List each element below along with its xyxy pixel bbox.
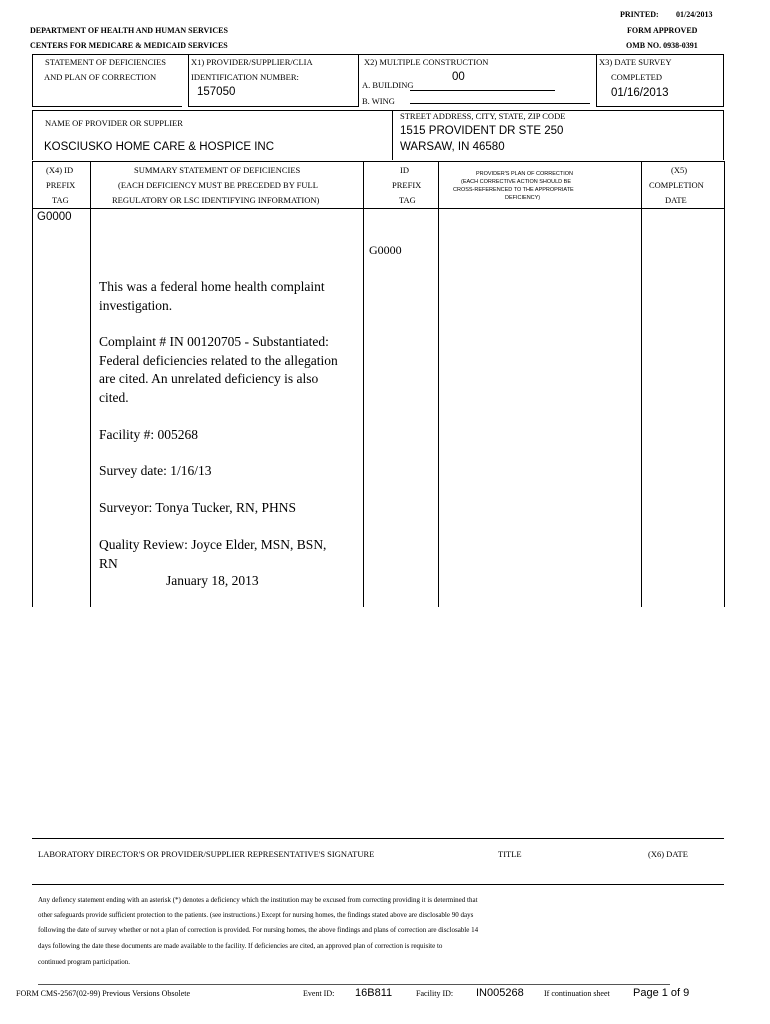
centers-title: CENTERS FOR MEDICARE & MEDICAID SERVICES xyxy=(30,41,228,50)
summary-para-7: January 18, 2013 xyxy=(166,573,259,588)
survey-date-value: 01/16/2013 xyxy=(611,87,669,99)
plan-header-2: (EACH CORRECTIVE ACTION SHOULD BE xyxy=(461,179,572,185)
facility-id-value: IN005268 xyxy=(476,987,524,999)
top-box-left-border xyxy=(32,54,33,107)
wing-underline xyxy=(410,103,590,104)
top-box-bottom-left xyxy=(32,106,182,107)
x2-label: X2) MULTIPLE CONSTRUCTION xyxy=(364,57,489,67)
x4-header-2: PREFIX xyxy=(46,180,76,190)
top-box-right-border xyxy=(723,54,724,107)
wing-label: B. WING xyxy=(362,96,395,106)
event-id-label: Event ID: xyxy=(303,989,335,998)
x3-bottom-border xyxy=(596,106,724,107)
x1-label-2: IDENTIFICATION NUMBER: xyxy=(191,72,299,82)
plan-header-1: PROVIDER'S PLAN OF CORRECTION xyxy=(476,171,574,177)
column-header-top xyxy=(32,161,724,162)
left-tag: G0000 xyxy=(37,211,72,223)
plan-header-3: CROSS-REFERENCED TO THE APPROPRIATE xyxy=(453,187,574,193)
x3-left-border xyxy=(596,54,597,107)
col-x5-left xyxy=(641,161,642,607)
x5-header-2: COMPLETION xyxy=(649,180,704,190)
form-approved: FORM APPROVED xyxy=(627,26,698,35)
footer-divider xyxy=(38,984,670,985)
summary-para-2: Complaint # IN 00120705 - Substantiated: Federal deficiencies related to the allegation are cited. An unrelated deficiency is also cited. xyxy=(99,334,338,405)
disclaimer-line-4: days following the date these documents are made available to the facility. If deficiencies are cited, an approved plan of correction is requisite to xyxy=(38,942,443,950)
statement-label-2: AND PLAN OF CORRECTION xyxy=(44,72,157,82)
col-summary-left xyxy=(90,161,91,607)
x1-label-1: X1) PROVIDER/SUPPLIER/CLIA xyxy=(191,57,313,67)
col-plan-left xyxy=(438,161,439,607)
building-underline xyxy=(410,90,555,91)
summary-para-1: This was a federal home health complaint investigation. xyxy=(99,279,325,313)
top-box-top-border xyxy=(32,54,724,55)
x4-header-1: (X4) ID xyxy=(46,165,74,175)
summary-header-3: REGULATORY OR LSC IDENTIFYING INFORMATION) xyxy=(112,195,320,205)
col-id-left xyxy=(363,161,364,607)
provider-id-value: 157050 xyxy=(197,86,236,98)
id-header-3: TAG xyxy=(399,195,416,205)
continuation-label: If continuation sheet xyxy=(544,989,610,998)
x1-left-border xyxy=(188,54,189,107)
right-tag: G0000 xyxy=(369,243,402,257)
x4-header-3: TAG xyxy=(52,195,69,205)
col-x5-right xyxy=(724,161,725,607)
event-id-value: 16B811 xyxy=(355,987,393,999)
title-label: TITLE xyxy=(498,849,522,859)
x5-header-1: (X5) xyxy=(671,165,688,175)
provider-box-divider xyxy=(392,110,393,160)
summary-para-6: Quality Review: Joyce Elder, MSN, BSN, RN xyxy=(99,537,327,571)
disclaimer-line-2: other safeguards provide sufficient protection to the patients. (see instructions.) Except for nursing homes, the findings stated above are disclosable 90 days xyxy=(38,911,474,919)
address-line-2: WARSAW, IN 46580 xyxy=(400,141,505,153)
department-title: DEPARTMENT OF HEALTH AND HUMAN SERVICES xyxy=(30,26,228,35)
summary-para-3: Facility #: 005268 xyxy=(99,427,198,442)
summary-header-1: SUMMARY STATEMENT OF DEFICIENCIES xyxy=(134,165,301,175)
building-value: 00 xyxy=(452,71,465,83)
col-x4-left xyxy=(32,161,33,607)
column-header-bottom xyxy=(32,208,724,209)
x1-bottom-border xyxy=(188,106,358,107)
id-header-1: ID xyxy=(400,165,409,175)
plan-header-4: DEFICIENCY) xyxy=(505,195,541,201)
provider-box-right xyxy=(723,110,724,160)
date-label: (X6) DATE xyxy=(648,849,688,859)
provider-box-top xyxy=(32,110,724,111)
page-number: Page 1 of 9 xyxy=(633,987,690,999)
x2-left-border xyxy=(358,54,359,107)
statement-label-1: STATEMENT OF DEFICIENCIES xyxy=(45,57,167,67)
omb-number: OMB NO. 0938-0391 xyxy=(626,41,698,50)
summary-header-2: (EACH DEFICIENCY MUST BE PRECEDED BY FULL xyxy=(118,180,318,190)
disclaimer-line-3: following the date of survey whether or not a plan of correction is provided. For nursing homes, the above findings and plans of correction are disclosable 14 xyxy=(38,926,479,934)
printed-date: 01/24/2013 xyxy=(676,10,713,19)
signature-top-line xyxy=(32,838,724,839)
x3-label-2: COMPLETED xyxy=(611,72,662,82)
provider-name-label: NAME OF PROVIDER OR SUPPLIER xyxy=(45,118,183,128)
form-number: FORM CMS-2567(02-99) Previous Versions Obsolete xyxy=(16,989,191,998)
summary-para-4: Survey date: 1/16/13 xyxy=(99,463,212,478)
address-label: STREET ADDRESS, CITY, STATE, ZIP CODE xyxy=(400,111,566,121)
provider-name-value: KOSCIUSKO HOME CARE & HOSPICE INC xyxy=(44,141,275,153)
printed-label: PRINTED: xyxy=(620,10,659,19)
id-header-2: PREFIX xyxy=(392,180,422,190)
facility-id-label: Facility ID: xyxy=(416,989,454,998)
x5-header-3: DATE xyxy=(665,195,687,205)
disclaimer-line-1: Any defiency statement ending with an asterisk (*) denotes a deficiency which the institution may be excused from correcting providing it is determined that xyxy=(38,896,478,904)
signature-label: LABORATORY DIRECTOR'S OR PROVIDER/SUPPLIER REPRESENTATIVE'S SIGNATURE xyxy=(38,849,375,859)
disclaimer-line-5: continued program participation. xyxy=(38,958,130,966)
building-label: A. BUILDING xyxy=(362,80,414,90)
address-line-1: 1515 PROVIDENT DR STE 250 xyxy=(400,125,564,137)
x3-label-1: X3) DATE SURVEY xyxy=(599,57,672,67)
summary-para-5: Surveyor: Tonya Tucker, RN, PHNS xyxy=(99,500,297,515)
signature-bottom-line xyxy=(32,884,724,885)
provider-box-left xyxy=(32,110,33,160)
